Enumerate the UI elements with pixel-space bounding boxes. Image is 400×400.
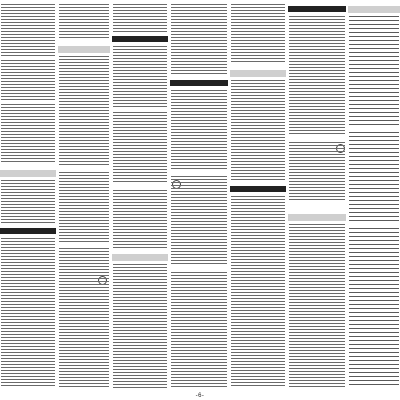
section-heading-bar	[112, 36, 168, 42]
text-column-5	[230, 4, 286, 390]
paragraph	[231, 196, 285, 388]
paragraph	[231, 4, 285, 64]
paragraph	[289, 16, 345, 136]
paragraph	[59, 4, 109, 40]
paragraph	[349, 16, 399, 126]
paragraph	[113, 46, 167, 108]
text-column-3	[112, 4, 168, 390]
section-heading-bar	[230, 70, 286, 77]
paragraph	[1, 60, 55, 100]
section-heading-bar	[58, 46, 110, 53]
paragraph	[349, 228, 399, 388]
paragraph	[231, 80, 285, 180]
paragraph	[59, 248, 109, 388]
paragraph	[113, 112, 167, 184]
paragraph	[349, 132, 399, 222]
text-column-6	[288, 4, 346, 390]
paragraph	[1, 104, 55, 164]
paragraph	[113, 4, 167, 32]
paragraph	[171, 272, 227, 388]
text-column-1	[0, 4, 56, 390]
section-heading-bar	[288, 6, 346, 12]
section-heading-bar	[230, 186, 286, 192]
paragraph	[171, 4, 227, 74]
section-heading-bar	[170, 80, 228, 86]
paragraph	[113, 190, 167, 250]
page-number: -6-	[195, 393, 205, 399]
section-heading-bar	[288, 214, 346, 221]
text-column-4	[170, 4, 228, 390]
section-heading-bar	[112, 254, 168, 261]
section-heading-bar	[0, 228, 56, 234]
paragraph	[59, 172, 109, 242]
text-column-7	[348, 4, 400, 390]
section-heading-bar	[348, 6, 400, 13]
paragraph	[1, 238, 55, 388]
section-heading-bar	[0, 170, 56, 177]
paragraph	[1, 180, 55, 224]
paragraph	[289, 142, 345, 202]
paragraph	[171, 176, 227, 266]
paragraph	[171, 90, 227, 170]
paragraph	[113, 264, 167, 388]
text-column-2	[58, 4, 110, 390]
paragraph	[289, 224, 345, 388]
paragraph	[59, 56, 109, 166]
paragraph	[1, 4, 55, 56]
